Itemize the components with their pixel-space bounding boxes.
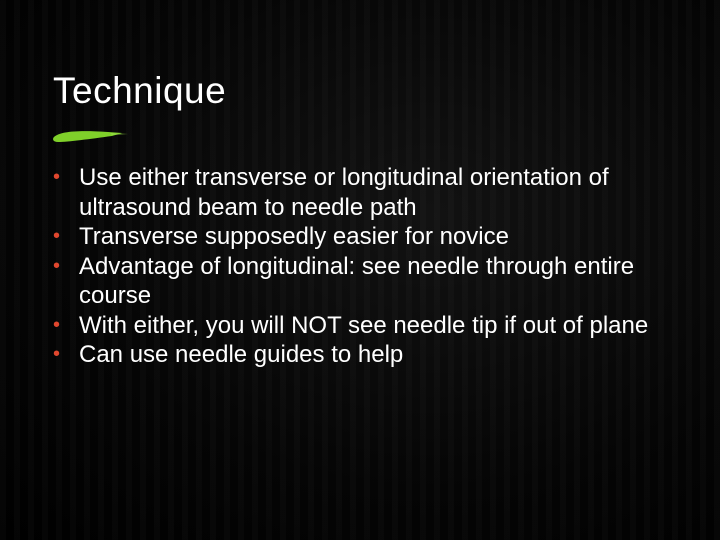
bullet-text: With either, you will NOT see needle tip if out of plane: [79, 311, 649, 339]
green-swoosh-decoration: [50, 126, 130, 146]
bullet-item-5: [53, 340, 693, 370]
bullet-list: [53, 163, 693, 370]
bullet-item-4: [53, 311, 693, 341]
bullet-item-3: [53, 252, 693, 311]
bullet-dot: •: [53, 254, 61, 277]
bullet-item-1: [53, 163, 693, 222]
bullet-text: Transverse supposedly easier for novice: [79, 223, 509, 250]
bullet-text: Advantage of longitudinal: see needle through entire course: [79, 252, 635, 309]
bullet-dot: •: [53, 225, 61, 247]
bullet-dot: •: [53, 166, 61, 188]
bullet-text: Use either transverse or longitudinal orientation of ultrasound beam to needle path: [79, 164, 609, 221]
slide-title: Technique: [53, 70, 227, 111]
bullet-dot: •: [53, 343, 61, 365]
bullet-text: Can use needle guides to help: [79, 341, 404, 368]
bullet-dot: •: [53, 313, 61, 336]
bullet-item-2: [53, 222, 693, 252]
